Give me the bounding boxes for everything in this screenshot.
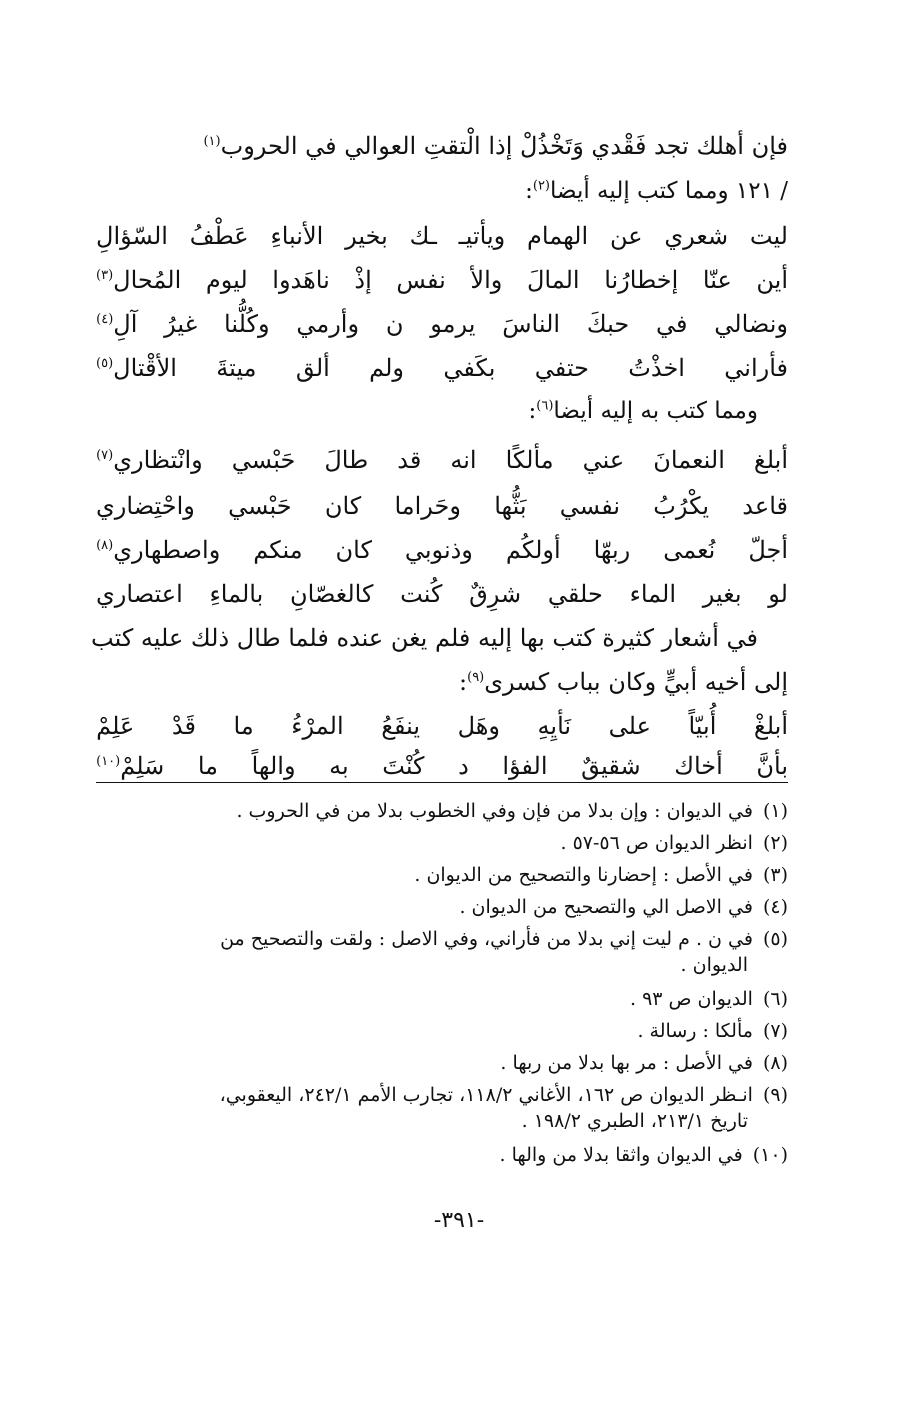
verse-word: سَلِمْ [120, 752, 165, 780]
footnote-number: (١٠) [752, 1144, 788, 1166]
verse-word: فأراني [724, 354, 788, 382]
verse-word: المرْءُ [291, 712, 344, 740]
verse-word: السّؤالِ [96, 222, 168, 250]
footnote-text: الديوان ص ٩٣ . [629, 988, 753, 1010]
verse-word: الأقْتال [113, 354, 177, 382]
verse-word: كُنت [400, 580, 443, 608]
verse-word: كُنْتَ [382, 752, 425, 780]
verse-word: بأنَّ [756, 752, 788, 780]
verse-word: بالماءِ [209, 580, 264, 608]
verse-word: ينفَعُ [381, 712, 421, 740]
verse-word: ويأتيـ [458, 222, 506, 250]
verse-word-with-marker [96, 266, 181, 294]
footnote-5 [110, 928, 788, 950]
footnote-text: انظر الديوان ص ٥٦-٥٧ . [560, 832, 753, 854]
footnote-1 [110, 800, 788, 822]
verse-word: بكَفي [443, 354, 496, 382]
footnote-marker: (٤) [96, 312, 114, 327]
footnote-marker: (٦) [536, 398, 554, 414]
verse-word: ـك [409, 222, 437, 250]
footnote-marker: (٨) [96, 538, 114, 553]
verse-word-with-marker [96, 752, 164, 783]
footnote-3 [110, 864, 788, 886]
verse-8 [96, 580, 788, 608]
verse-4 [96, 354, 788, 382]
footnote-separator [96, 782, 788, 783]
verse-word: إذْ [354, 266, 372, 294]
footnote-number: (٨) [762, 1052, 788, 1074]
verse-word: أولكُم [505, 536, 561, 564]
verse-word: ليوم [205, 266, 248, 294]
footnote-number: (١) [762, 800, 788, 822]
footnote-9 [110, 1084, 788, 1106]
verse-word: عَطْفُ [189, 222, 249, 250]
verse-2 [96, 266, 788, 294]
verse-word: الأنباءِ [270, 222, 324, 250]
verse-word: عن [609, 222, 643, 250]
verse-word: والأ [470, 266, 503, 294]
verse-word: الفؤا [502, 752, 547, 783]
verse-word: نفس [396, 266, 446, 294]
verse-word: حتفي [534, 354, 589, 382]
verse-word: كان [335, 536, 372, 564]
verse-word: كان [324, 492, 362, 520]
verse-word: مألكًا [505, 446, 554, 474]
verse-word: المالَ [526, 266, 580, 294]
footnote-number: (٣) [762, 864, 788, 886]
verse-word: ليت [749, 222, 788, 250]
footnote-7 [110, 1020, 788, 1042]
footnote-text: في الديوان : وإن بدلا من فإن وفي الخطوب بدلا من في الحروب . [236, 800, 753, 822]
page-number: -٣٩١- [433, 1208, 485, 1233]
verse-7 [96, 536, 788, 564]
verse-word: غيرُ [164, 310, 198, 338]
footnote-text: في الاصل الي والتصحيح من الديوان . [459, 896, 753, 918]
verse-word: آلِ [113, 310, 138, 338]
verse-word: الهمام [527, 222, 589, 250]
footnote-marker: (١٠) [96, 754, 121, 769]
verse-word: أبلغْ [753, 712, 788, 740]
footnote-number: (٦) [762, 988, 788, 1010]
footnote-text: في الأصل : إحضارنا والتصحيح من الديوان . [414, 864, 753, 886]
footnote-6 [110, 988, 788, 1010]
verse-word: بَثُّها [494, 492, 527, 520]
footnote-marker: (٩) [467, 670, 485, 685]
footnote-number: (٩) [762, 1084, 788, 1106]
verse-word: وحَراما [394, 492, 461, 520]
verse-word: نفسي [559, 492, 621, 520]
verse-word: أجلّ [748, 536, 788, 564]
verse-word: نَأيِهِ [537, 712, 572, 740]
footnote-text: في الأصل : مر بها بدلا من ربها . [500, 1052, 753, 1074]
verse-word: بخير [345, 222, 388, 250]
verse-word: ولم [369, 354, 404, 382]
verse-word: حبكَ [586, 310, 630, 338]
verse-word: ونضالي [714, 310, 788, 338]
verse-word: عنّا [702, 266, 732, 294]
footnote-text: في الديوان واثقا بدلا من والها . [499, 1144, 743, 1166]
verse-word: نُعمى [663, 536, 716, 564]
verse-word-with-marker [96, 536, 220, 564]
footnote-number: (٧) [762, 1020, 788, 1042]
footnote-9-continuation: تاريخ ٢١٣/١، الطبري ١٩٨/٢ . [521, 1110, 748, 1132]
verse-word: ألق [295, 354, 330, 382]
footnote-10 [110, 1144, 788, 1166]
verse-word: شقيقٌ [581, 752, 641, 780]
footnote-text: في ن . م ليت إني بدلا من فأراني، وفي الاصل : ولقت والتصحيح من [220, 928, 753, 950]
verse-word: حَبْسي [228, 492, 292, 520]
verse-word: ما [197, 752, 219, 780]
verse-word: المُحال [113, 266, 182, 294]
verse-word: حلقي [547, 580, 603, 608]
verse-word: في [656, 310, 688, 338]
verse-word: قد [397, 446, 422, 474]
prose-line-1: في أشعار كثيرة كتب بها إليه فلم يغن عنده فلما طال ذلك عليه كتب [91, 624, 758, 652]
verse-word: الناسَ [502, 310, 561, 338]
verse-word: اعتصاري [96, 580, 183, 608]
verse-word: النعمانَ [653, 446, 725, 474]
verse-word: انه [450, 446, 477, 474]
footnote-marker: (٧) [96, 448, 114, 463]
verse-1 [96, 222, 788, 250]
verse-word: كالغصّانِ [290, 580, 374, 608]
verse-word: واحْتِضاري [96, 492, 195, 520]
verse-word: قَدْ [171, 712, 196, 740]
footnote-4 [110, 896, 788, 918]
verse-word: ناهَدوا [272, 266, 330, 294]
verse-word: والهاً [251, 752, 296, 780]
verse-word: عَلِمْ [96, 712, 135, 740]
verse-10 [96, 752, 788, 783]
verse-word: أخاك [674, 752, 723, 783]
verse-word: وذنوبي [404, 536, 473, 564]
verse-word: عني [582, 446, 625, 474]
verse-word: أين [756, 266, 788, 294]
verse-word: حَبْسي [231, 446, 296, 474]
verse-word: وكُلُّنا [224, 310, 270, 338]
verse-word: ميتةَ [216, 354, 257, 382]
verse-word: الماء [629, 580, 677, 608]
footnote-2 [110, 832, 788, 854]
verse-word: وأرمي [296, 310, 360, 338]
prose-line-2: إلى أخيه أبيٍّ وكان بباب كسرى$^{(٩)}$: [459, 668, 788, 696]
footnote-number: (٥) [762, 928, 788, 950]
verse-5 [96, 446, 788, 474]
verse-word: لو [768, 580, 788, 608]
verse-word: على [608, 712, 651, 740]
footnote-5-continuation: الديوان . [680, 954, 748, 976]
verse-6 [96, 492, 788, 520]
verse-word: د [458, 752, 469, 780]
section-heading-2: ومما كتب به إليه أيضا$^{(٦)}$: [528, 398, 758, 424]
section-heading-121: / ١٢١ ومما كتب إليه أيضا$^{(٢)}$: [525, 178, 788, 204]
verse-word-with-marker [96, 446, 203, 474]
verse-word-with-marker [96, 354, 177, 382]
verse-word: يرمو [430, 310, 476, 338]
verse-word: منكم [253, 536, 303, 564]
footnote-8 [110, 1052, 788, 1074]
footnote-text: مألكا : رسالة . [637, 1020, 753, 1042]
verse-word: به [329, 752, 349, 780]
verse-9 [96, 712, 788, 740]
verse-word: اخذْتُ [628, 354, 685, 382]
footnote-number: (٢) [762, 832, 788, 854]
verse-word: شعري [664, 222, 729, 250]
footnote-marker: (٣) [96, 268, 114, 283]
verse-word: يكْرُبُ [653, 492, 710, 520]
verse-word: ربهّا [593, 536, 631, 564]
footnote-number: (٤) [762, 896, 788, 918]
verse-word: أبلغ [753, 446, 788, 474]
footnote-marker: (٥) [96, 356, 114, 371]
footnote-marker: (٢) [532, 178, 550, 194]
verse-word: إخطارُنا [604, 266, 679, 294]
verse-3 [96, 310, 788, 338]
verse-line-1: فإن أهلك تجد فَقْدي وَتَخْذُلْ إذا الْتقتِ العوالي في الحروب$^{(١)}$ [203, 132, 788, 160]
verse-word: وهَل [457, 712, 500, 740]
verse-word: ما [233, 712, 254, 740]
verse-word: ن [385, 310, 404, 338]
verse-word: واصطهاري [113, 536, 221, 564]
footnote-marker: (١) [203, 134, 221, 149]
verse-word: قاعد [742, 492, 788, 520]
footnote-text: انـظر الديوان ص ١٦٢، الأغاني ١١٨/٢، تجارب الأمم ٢٤٢/١، اليعقوبي، [219, 1084, 753, 1106]
verse-word-with-marker [96, 310, 137, 338]
verse-word: شرِقٌ [469, 580, 522, 608]
verse-word: وانْتظاري [113, 446, 203, 474]
verse-word: أُبيّاً [688, 712, 717, 740]
verse-word: طالَ [324, 446, 369, 474]
verse-word: بغير [702, 580, 742, 608]
